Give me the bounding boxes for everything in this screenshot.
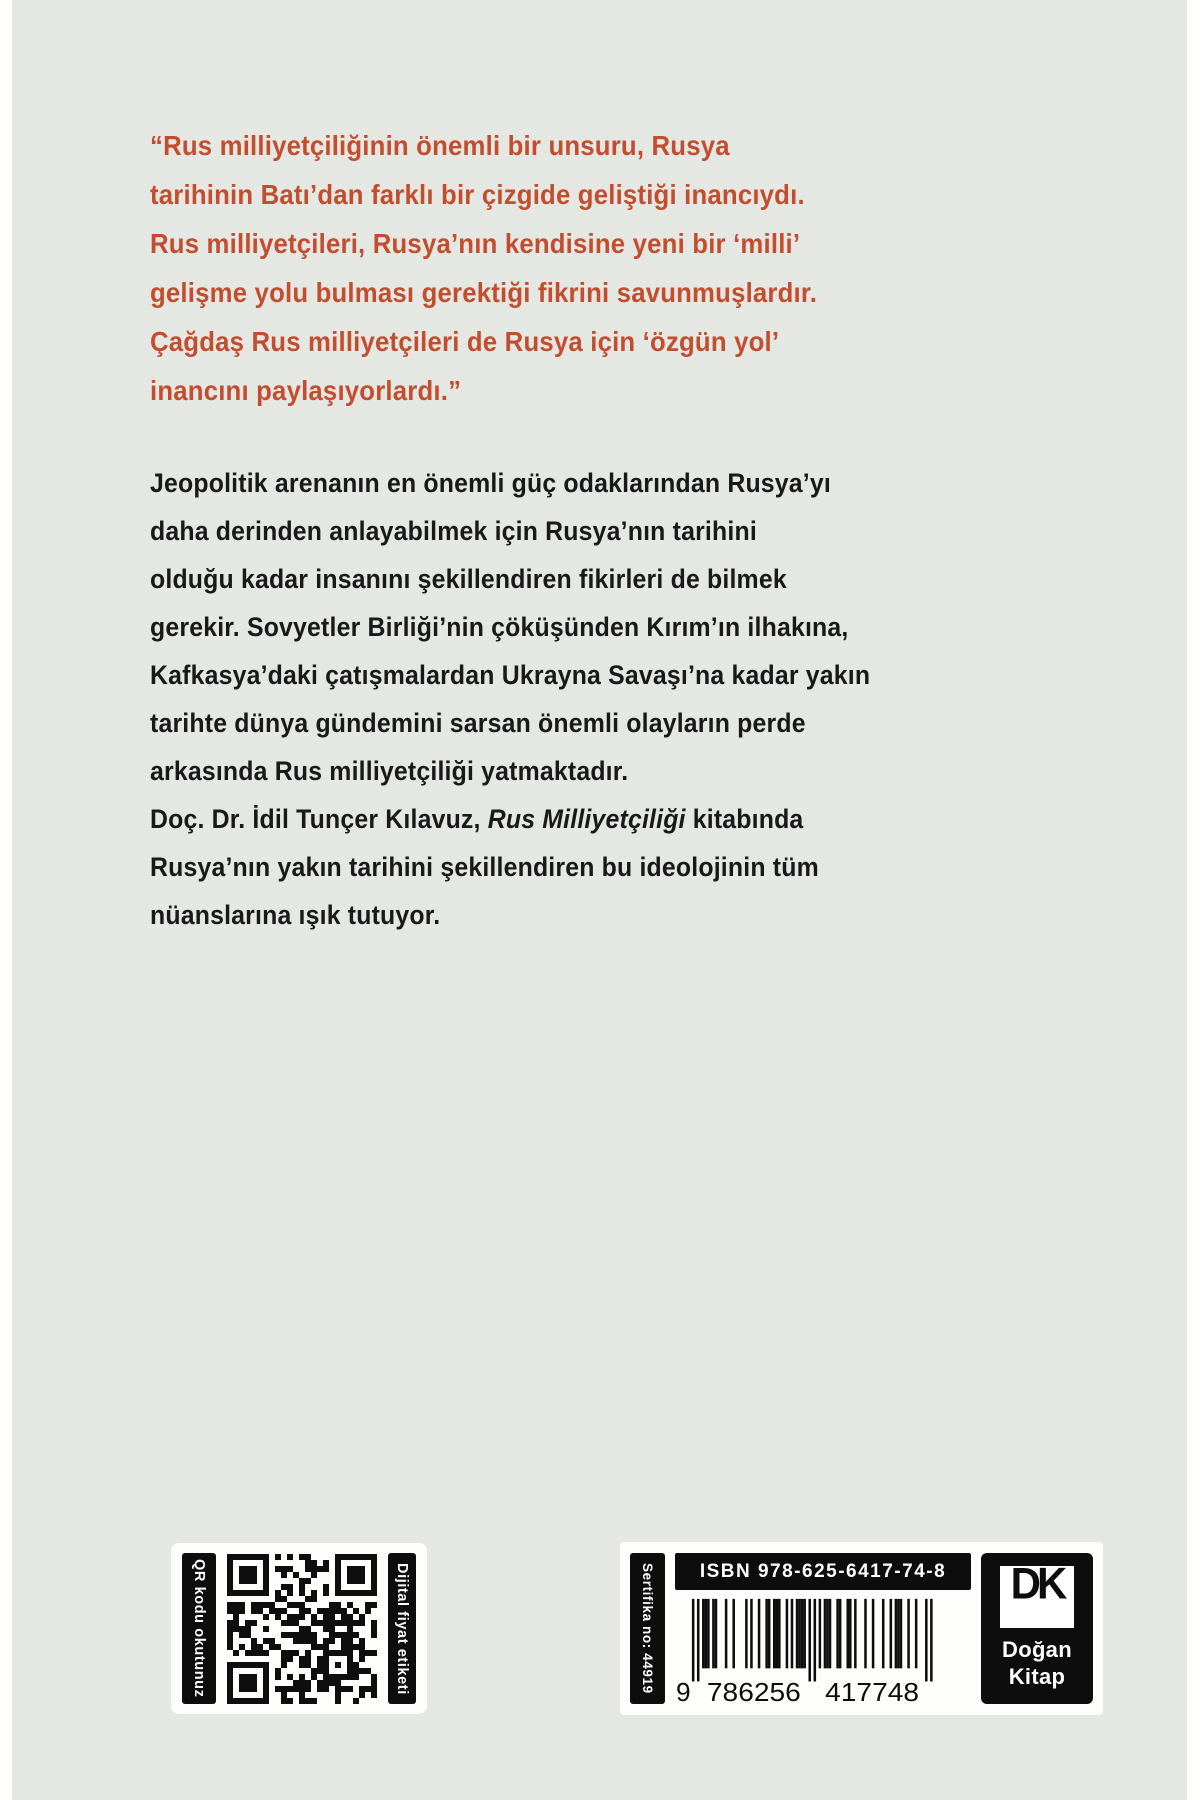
blurb-line: nüanslarına ışık tutuyor. bbox=[150, 900, 441, 930]
publisher-name-line: Doğan bbox=[1002, 1637, 1072, 1662]
isbn-barcode-panel bbox=[620, 1542, 1103, 1715]
digital-price-label: Dijital fiyat etiketi bbox=[394, 1562, 410, 1695]
certificate-number: Sertifika no: 44919 bbox=[640, 1563, 655, 1694]
quote-line: Çağdaş Rus milliyetçileri de Rusya için ‘özgün yol’ bbox=[150, 326, 780, 357]
blurb-line: arkasında Rus milliyetçiliği yatmaktadır. bbox=[150, 756, 629, 786]
blurb-line: Rusya’nın yakın tarihini şekillendiren bu ideolojinin tüm bbox=[150, 852, 819, 882]
barcode-wrap bbox=[675, 1590, 971, 1704]
svg-text:786256: 786256 bbox=[706, 1677, 801, 1704]
blurb-line: Kafkasya’daki çatışmalardan Ukrayna Savaşı’na kadar yakın bbox=[150, 660, 871, 690]
blurb-line: Jeopolitik arenanın en önemli güç odaklarından Rusya’yı bbox=[150, 468, 831, 498]
qr-scan-label: QR kodu okutunuz bbox=[191, 1559, 207, 1698]
blurb-line: gerekir. Sovyetler Birliği’nin çöküşünden Kırım’ın ilhakına, bbox=[150, 612, 849, 642]
photo-edge-left bbox=[0, 0, 12, 1800]
quote-line: gelişme yolu bulması gerektiği fikrini savunmuşlardır. bbox=[150, 277, 818, 308]
barcode-column bbox=[675, 1553, 971, 1704]
blurb-line: olduğu kadar insanını şekillendiren fikirleri de bilmek bbox=[150, 564, 787, 594]
cover-background bbox=[12, 0, 1187, 1800]
publisher-name bbox=[1002, 1636, 1072, 1690]
svg-text:9: 9 bbox=[675, 1677, 691, 1704]
dk-monogram-letters: DK bbox=[1010, 1566, 1064, 1608]
author-suffix: kitabında bbox=[685, 804, 804, 834]
qr-right-label-bar bbox=[388, 1553, 416, 1704]
pull-quote bbox=[150, 121, 817, 415]
quote-line: tarihinin Batı’dan farklı bir çizgide geliştiği inancıydı. bbox=[150, 179, 805, 210]
isbn-number: ISBN 978-625-6417-74-8 bbox=[675, 1553, 971, 1590]
qr-code-icon bbox=[227, 1554, 377, 1704]
ean13-barcode-icon bbox=[675, 1597, 936, 1704]
blurb-line: tarihte dünya gündemini sarsan önemli olayların perde bbox=[150, 708, 806, 738]
quote-line: Rus milliyetçileri, Rusya’nın kendisine yeni bir ‘milli’ bbox=[150, 228, 801, 259]
blurb-author-line bbox=[150, 795, 870, 843]
quote-line: inancını paylaşıyorlardı.” bbox=[150, 375, 462, 406]
dk-monogram-icon bbox=[1000, 1566, 1074, 1628]
dk-logo bbox=[981, 1553, 1093, 1704]
certificate-bar bbox=[630, 1553, 665, 1704]
blurb-line: daha derinden anlayabilmek için Rusya’nın tarihini bbox=[150, 516, 757, 546]
qr-left-label-bar bbox=[182, 1553, 216, 1704]
svg-text:417748: 417748 bbox=[825, 1677, 920, 1704]
publisher-name-line: Kitap bbox=[1008, 1664, 1066, 1689]
book-title: Rus Milliyetçiliği bbox=[487, 804, 686, 834]
qr-price-tag-panel bbox=[171, 1543, 427, 1714]
quote-line: “Rus milliyetçiliğinin önemli bir unsuru, Rusya bbox=[150, 130, 730, 161]
photo-edge-right bbox=[1187, 0, 1200, 1800]
back-cover-blurb bbox=[150, 459, 870, 939]
author-name: Doç. Dr. İdil Tunçer Kılavuz, bbox=[150, 804, 488, 834]
